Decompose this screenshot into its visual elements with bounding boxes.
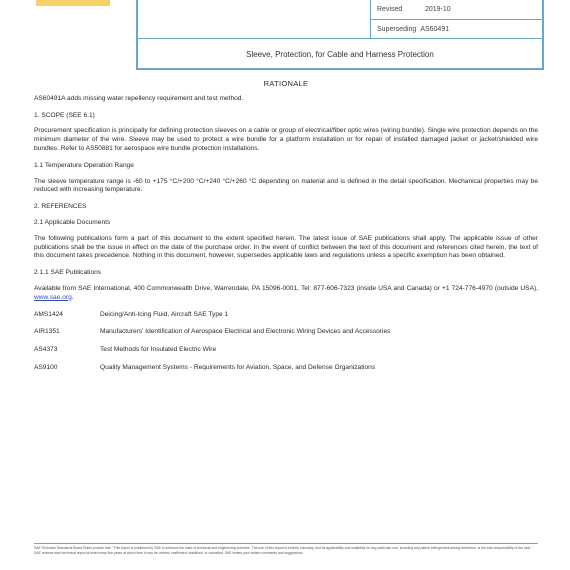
superseding-value: AS60491 <box>420 26 450 33</box>
applicable-documents-heading: 2.1 Applicable Documents <box>34 218 111 226</box>
sae-website-link[interactable]: www.sae.org <box>34 293 72 301</box>
references-heading: 2. REFERENCES <box>34 203 87 211</box>
superseding-label: Superseding <box>377 26 417 33</box>
rationale-text: AS60491A adds missing water repellency requirement and test method. <box>34 94 244 102</box>
sae-publications-text <box>34 285 538 303</box>
publication-item <box>34 311 538 320</box>
temperature-text: The sleeve temperature range is -60 to +175 °C/+200 °C/+240 °C/+260 °C depending on material and is defined in the detail specification. Mechanical properties may be reduced with increasing temperature. <box>34 177 538 194</box>
document-header <box>136 0 544 70</box>
publication-title: Deicing/Anti-Icing Fluid, Aircraft SAE Type 1 <box>100 310 229 318</box>
publication-code: AMS1424 <box>34 310 63 318</box>
scope-heading: 1. SCOPE (SEE 6.1) <box>34 111 95 119</box>
footer-divider <box>34 543 538 544</box>
superseding-row <box>371 20 543 39</box>
applicable-documents-text: The following publications form a part of this document to the extent specified herein. The latest issue of SAE publications shall apply. The applicable issue of other publications shall be the issue in effect on the date of the purchase order. In the event of conflict between the text of this document and references cited herein, the text of this document takes precedence. Nothing in this document, however, supersedes applicable laws and regulations unless a specific exemption has been obtained. <box>34 234 538 260</box>
publication-title: Manufacturers' Identification of Aerospace Electrical and Electronic Wiring Devices and Accessories <box>100 328 391 336</box>
document-footer <box>34 546 538 557</box>
publication-title: Test Methods for Insulated Electric Wire <box>100 346 217 354</box>
document-body <box>34 80 538 382</box>
publication-title: Quality Management Systems - Requirements for Aviation, Space, and Defense Organizations <box>100 363 376 371</box>
publication-code: AS4373 <box>34 346 58 354</box>
scope-text: Procurement specification is principally for defining protection sleeves on a cable or group of electrical/fiber optic wires (wiring bundle). Single wire protection depends on the minimum diameter of the wire. Sleeve may be used to protect a wire bundle for a platform installation or for repair of installed damaged jacket or jacket/shielded wire bundles. Refer to AS50881 for aerospace wire bundle protection installations. <box>34 127 538 152</box>
sae-availability-text: Available from SAE International, 400 Commonwealth Drive, Warrendale, PA 15096-0001, Tel: 877-606-7323 (inside USA and Canada) or +1 724-776-4970 (outside USA), <box>34 284 538 292</box>
revision-info <box>370 0 543 38</box>
footer-line-1: SAE Technical Standards Board Rules provide that: "This report is published by SAE to advance the state of technical and engineering sciences. The use of this report is entirely voluntary, and its applicability and suitability for any particular use, including any patent infringement arising therefrom, is the sole responsibility of the user." <box>34 546 533 550</box>
revised-label: Revised <box>377 6 403 13</box>
publication-item <box>34 364 538 373</box>
publication-code: AS9100 <box>34 363 58 371</box>
document-title: Sleeve, Protection, for Cable and Harness Protection <box>138 38 542 69</box>
publication-item <box>34 328 538 337</box>
publication-code: AIR1351 <box>34 328 60 336</box>
revised-row <box>371 0 543 20</box>
sae-logo <box>36 0 110 6</box>
publication-item <box>34 346 538 355</box>
footer-line-2: SAE reviews each technical report at least every five years at which time it may be revised, reaffirmed, stabilized, or cancelled. SAE invites your written comments and suggestions. <box>34 551 304 556</box>
rationale-heading: RATIONALE <box>263 79 309 88</box>
temperature-heading: 1.1 Temperature Operation Range <box>34 161 134 169</box>
publications-list <box>34 311 538 373</box>
revised-value: 2019-10 <box>425 6 451 13</box>
sae-publications-heading: 2.1.1 SAE Publications <box>34 269 102 277</box>
sae-text-end: . <box>71 293 74 301</box>
